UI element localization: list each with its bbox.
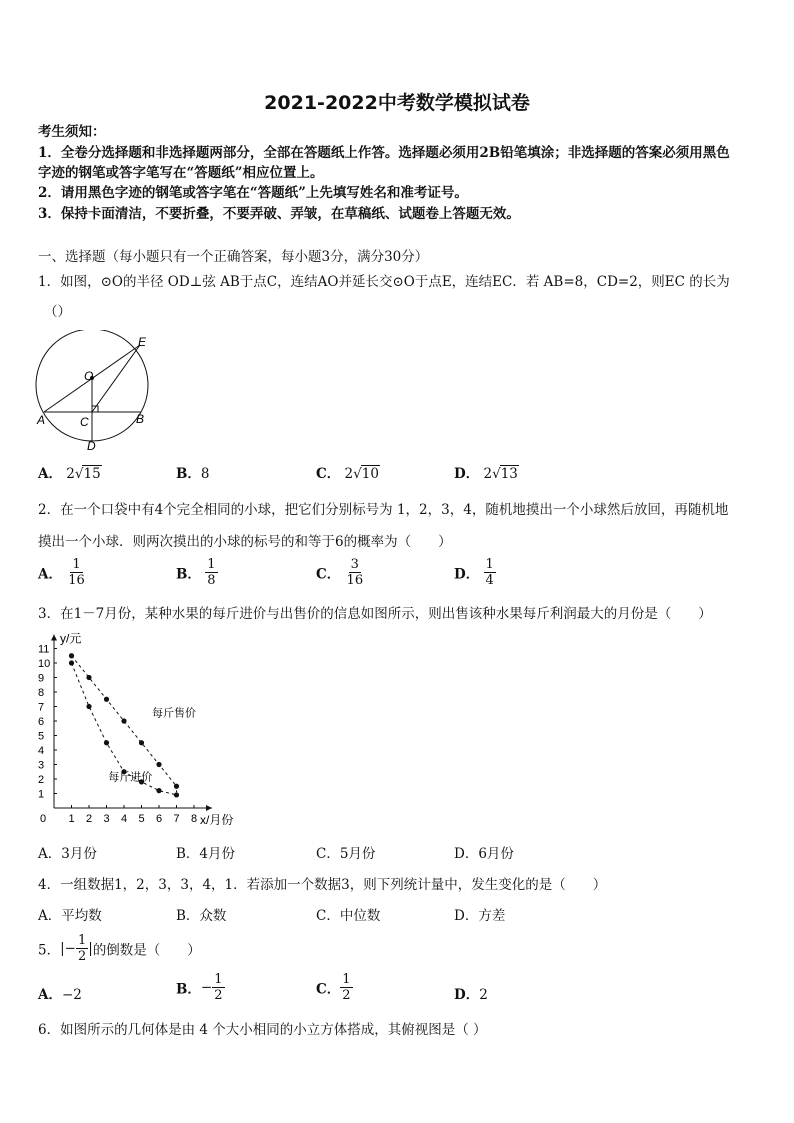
x-tick-label: 3 bbox=[103, 813, 110, 825]
section-heading: 一、选择题（每小题只有一个正确答案，每小题3分，满分30分） bbox=[38, 249, 429, 265]
question-4-text: 4．一组数据1，2，3，3，4，1．若添加一个数据3，则下列统计量中，发生变化的是（ ） bbox=[38, 877, 607, 893]
series-label: 每斤售价 bbox=[152, 707, 196, 720]
notice-item: 1．全卷分选择题和非选择题两部分，全部在答题纸上作答。选择题必须用2B铅笔填涂；非选择题的答案必须用黑色 bbox=[38, 145, 730, 161]
data-point bbox=[104, 697, 109, 702]
x-tick-label: 1 bbox=[68, 813, 75, 825]
data-point bbox=[86, 704, 91, 709]
question-2-text: 2．在一个口袋中有4个完全相同的小球，把它们分别标号为 1，2，3，4，随机地摸出一个小球然后放回，再随机地 bbox=[38, 502, 729, 518]
data-point bbox=[156, 788, 161, 793]
question-2-text-2: 摸出一个小球．则两次摸出的小球的标号的和等于6的概率为（ ） bbox=[38, 534, 452, 550]
series-label: 每斤进价 bbox=[108, 771, 153, 784]
notice-item: 字迹的钢笔或答字笔写在“答题纸”相应位置上。 bbox=[38, 165, 324, 181]
option-d[interactable]: D．方差 bbox=[454, 908, 506, 924]
option-c[interactable]: C． $\frac{1}{2}$ bbox=[316, 972, 351, 1003]
y-tick-label: 5 bbox=[38, 730, 45, 743]
label-B: B bbox=[136, 412, 145, 426]
y-tick-label: 11 bbox=[38, 643, 50, 656]
option-b[interactable]: B．众数 bbox=[176, 908, 227, 924]
x-tick-label: 8 bbox=[191, 813, 198, 825]
question-3-text: 3．在1－7月份，某种水果的每斤进价与出售价的信息如图所示，则出售该种水果每斤利润最大的月份是（ ） bbox=[38, 606, 712, 622]
option-b[interactable]: B．8 bbox=[176, 466, 210, 482]
x-tick-label: 4 bbox=[121, 813, 128, 825]
y-tick-label: 3 bbox=[38, 759, 45, 772]
label-D: D bbox=[87, 439, 96, 453]
y-tick-label: 7 bbox=[38, 701, 45, 714]
option-c[interactable]: C． $\frac{3}{16}$ bbox=[316, 557, 364, 588]
page-title: 2021-2022中考数学模拟试卷 bbox=[264, 92, 530, 114]
x-axis-arrow bbox=[206, 805, 212, 811]
option-b[interactable]: B．− $\frac{1}{2}$ bbox=[176, 972, 223, 1003]
y-tick-label: 10 bbox=[38, 658, 51, 670]
x-tick-label: 5 bbox=[138, 813, 145, 825]
notice-item: 2．请用黑色字迹的钢笔或答字笔在“答题纸”上先填写姓名和准考证号。 bbox=[38, 185, 468, 201]
data-point bbox=[69, 660, 74, 665]
option-a[interactable]: A．−2 bbox=[38, 987, 82, 1003]
notice-heading: 考生须知： bbox=[38, 124, 106, 140]
data-point bbox=[86, 675, 91, 680]
notice-item: 3．保持卡面清洁，不要折叠，不要弄破、弄皱，在草稿纸、试题卷上答题无效。 bbox=[38, 206, 520, 222]
label-C: C bbox=[80, 415, 89, 429]
option-c[interactable]: C．中位数 bbox=[316, 908, 381, 924]
x-axis-label: x/月份 bbox=[200, 813, 234, 827]
data-point bbox=[104, 740, 109, 745]
x-tick-label: 2 bbox=[86, 813, 93, 825]
y-tick-label: 8 bbox=[38, 687, 45, 699]
y-tick-label: 4 bbox=[38, 745, 45, 757]
x-tick-label: 6 bbox=[156, 813, 163, 825]
option-b[interactable]: B． $\frac{1}{8}$ bbox=[176, 557, 216, 588]
option-c[interactable]: C．5月份 bbox=[316, 846, 376, 862]
y-tick-label: 2 bbox=[38, 774, 45, 786]
question-5-text: 5．|− $\frac{1}{2}$ |的倒数是（ ） bbox=[38, 933, 201, 964]
label-A: A bbox=[37, 413, 46, 427]
y-axis-label: y/元 bbox=[60, 631, 82, 646]
option-a[interactable]: A． 2√15 bbox=[38, 466, 101, 482]
option-a[interactable]: A． $\frac{1}{16}$ bbox=[38, 557, 85, 588]
option-d[interactable]: D． 2√13 bbox=[454, 466, 518, 482]
y-tick-label: 9 bbox=[38, 672, 45, 685]
data-point bbox=[139, 740, 144, 745]
data-point bbox=[121, 718, 126, 723]
option-a[interactable]: A．3月份 bbox=[38, 846, 97, 862]
question-1-paren: （） bbox=[44, 304, 71, 320]
option-c[interactable]: C． 2√10 bbox=[316, 466, 379, 482]
y-tick-label: 6 bbox=[38, 716, 45, 728]
question-1-text: 1．如图，⊙O的半径 OD⊥弦 AB于点C，连结AO并延长交⊙O于点E，连结EC．若 AB=8，CD=2，则EC 的长为 bbox=[38, 274, 730, 290]
label-O: O bbox=[84, 369, 94, 383]
data-point bbox=[69, 653, 74, 658]
label-E: E bbox=[138, 335, 147, 349]
option-b[interactable]: B．4月份 bbox=[176, 846, 236, 862]
data-point bbox=[156, 762, 161, 767]
price-chart bbox=[34, 628, 254, 833]
option-d[interactable]: D．6月份 bbox=[454, 846, 514, 862]
question-6-text: 6．如图所示的几何体是由 4 个大小相同的小立方体搭成，其俯视图是（ ） bbox=[38, 1022, 487, 1038]
option-a[interactable]: A．平均数 bbox=[38, 908, 102, 924]
x-tick-label: 7 bbox=[173, 813, 180, 825]
x-tick-label: 0 bbox=[40, 813, 47, 825]
option-d[interactable]: D． $\frac{1}{4}$ bbox=[454, 557, 494, 588]
option-d[interactable]: D．2 bbox=[454, 987, 488, 1003]
y-axis-arrow bbox=[51, 635, 57, 641]
circle-figure bbox=[34, 330, 164, 455]
y-tick-label: 1 bbox=[38, 788, 45, 801]
